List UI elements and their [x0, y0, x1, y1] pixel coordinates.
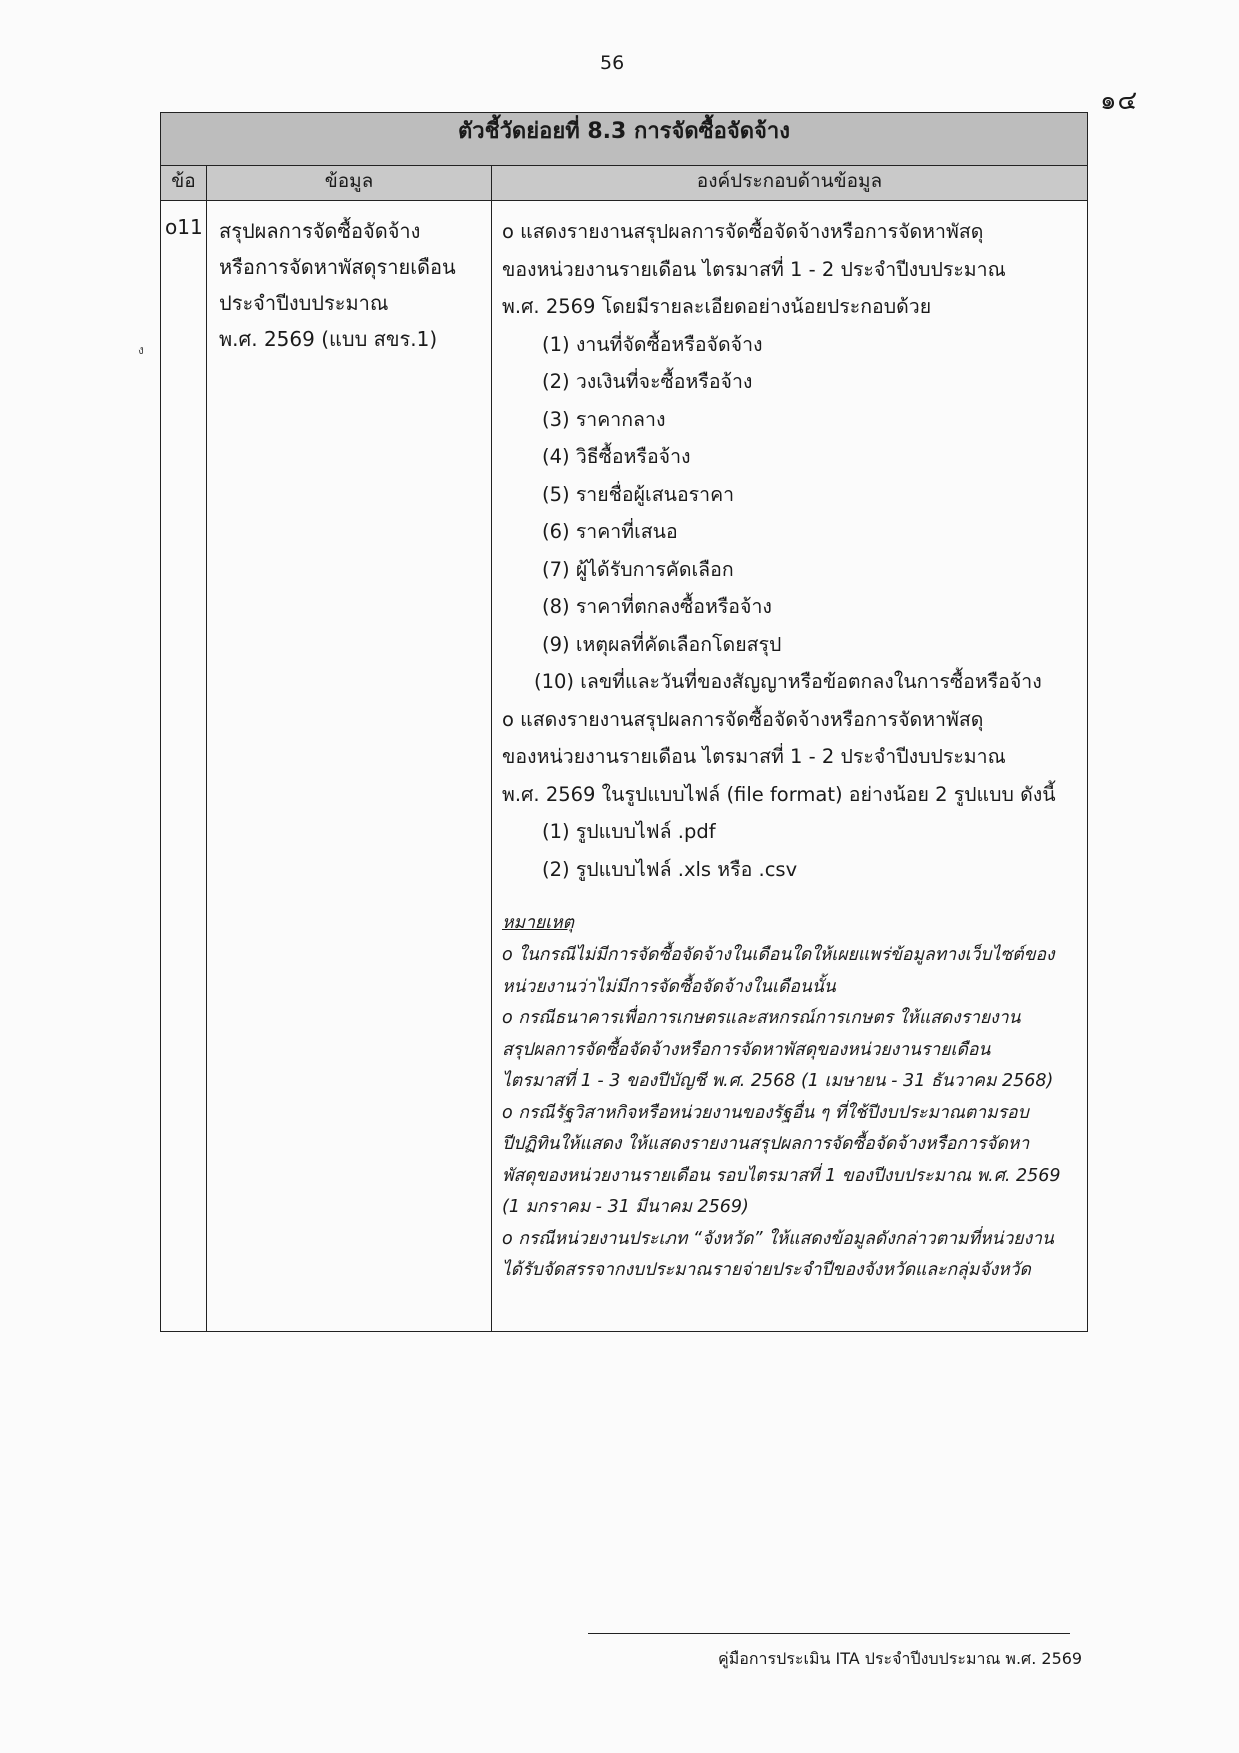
remarks-block [502, 906, 1081, 1287]
element-line: (2) รูปแบบไฟล์ .xls หรือ .csv [542, 857, 798, 881]
remark-line: ปีปฏิทินให้แสดง ให้แสดงรายงานสรุปผลการจัดซื้อจัดจ้างหรือการจัดหา [502, 1134, 1030, 1154]
header-number: ข้อ [161, 166, 207, 201]
footer-divider [588, 1633, 1070, 1634]
element-line: (9) เหตุผลที่คัดเลือกโดยสรุป [542, 632, 782, 656]
row-elements [492, 201, 1088, 1332]
table-header-row [161, 166, 1088, 201]
remark-line: o ในกรณีไม่มีการจัดซื้อจัดจ้างในเดือนใดให้เผยแพร่ข้อมูลทางเว็บไซต์ของ [502, 945, 1055, 965]
element-line: (4) วิธีซื้อหรือจ้าง [542, 445, 691, 468]
remarks-list [502, 940, 1081, 1287]
remark-line: หน่วยงานว่าไม่มีการจัดซื้อจัดจ้างในเดือนนั้น [502, 976, 836, 997]
remark-line: o กรณีรัฐวิสาหกิจหรือหน่วยงานของรัฐอื่น ๆ ที่ใช้ปีงบประมาณตามรอบ [502, 1102, 1029, 1123]
element-line: ของหน่วยงานรายเดือน ไตรมาสที่ 1 - 2 ประจำปีงบประมาณ [502, 745, 1006, 768]
elements-list [502, 213, 1081, 888]
table-title: ตัวชี้วัดย่อยที่ 8.3 การจัดซื้อจัดจ้าง [161, 113, 1088, 166]
element-line: (10) เลขที่และวันที่ของสัญญาหรือข้อตกลงในการซื้อหรือจ้าง [534, 670, 1042, 693]
remark-line: o กรณีธนาคารเพื่อการเกษตรและสหกรณ์การเกษตร ให้แสดงรายงาน [502, 1008, 1021, 1028]
remark-line: o กรณีหน่วยงานประเภท “จังหวัด” ให้แสดงข้อมูลดังกล่าวตามที่หน่วยงาน [502, 1228, 1054, 1249]
element-line: (6) ราคาที่เสนอ [542, 520, 678, 543]
info-line: สรุปผลการจัดซื้อจัดจ้าง [219, 219, 421, 243]
margin-mark: ง [138, 343, 144, 357]
element-line: (7) ผู้ได้รับการคัดเลือก [542, 557, 734, 581]
element-line: ของหน่วยงานรายเดือน ไตรมาสที่ 1 - 2 ประจำปีงบประมาณ [502, 257, 1006, 281]
page-number: 56 [600, 52, 625, 74]
remark-line: พัสดุของหน่วยงานรายเดือน รอบไตรมาสที่ 1 ของปีงบประมาณ พ.ศ. 2569 [502, 1165, 1061, 1186]
header-elements: องค์ประกอบด้านข้อมูล [492, 166, 1088, 201]
element-line: (3) ราคากลาง [542, 407, 666, 431]
element-line: (8) ราคาที่ตกลงซื้อหรือจ้าง [542, 595, 772, 618]
table-title-row [161, 113, 1088, 166]
element-line: (1) งานที่จัดซื้อหรือจัดจ้าง [542, 332, 763, 356]
element-line: (2) วงเงินที่จะซื้อหรือจ้าง [542, 370, 753, 393]
remark-line: ไตรมาสที่ 1 - 3 ของปีบัญชี พ.ศ. 2568 (1 เมษายน - 31 ธันวาคม 2568) [502, 1071, 1054, 1091]
indicator-table [160, 112, 1088, 1332]
element-line: (1) รูปแบบไฟล์ .pdf [542, 820, 716, 843]
info-line: หรือการจัดหาพัสดุรายเดือน [219, 255, 456, 279]
element-line: พ.ศ. 2569 โดยมีรายละเอียดอย่างน้อยประกอบด้วย [502, 295, 932, 318]
header-info: ข้อมูล [207, 166, 492, 201]
remark-line: (1 มกราคม - 31 มีนาคม 2569) [502, 1197, 749, 1217]
element-line: o แสดงรายงานสรุปผลการจัดซื้อจัดจ้างหรือการจัดหาพัสดุ [502, 220, 984, 243]
thai-page-number: ๑๔ [1100, 86, 1139, 116]
table-row [161, 201, 1088, 1332]
row-number: o11 [161, 201, 207, 1332]
info-line: พ.ศ. 2569 (แบบ สขร.1) [219, 327, 438, 351]
element-line: o แสดงรายงานสรุปผลการจัดซื้อจัดจ้างหรือการจัดหาพัสดุ [502, 707, 984, 731]
row-info [207, 201, 492, 1332]
element-line: พ.ศ. 2569 ในรูปแบบไฟล์ (file format) อย่างน้อย 2 รูปแบบ ดังนี้ [502, 782, 1056, 806]
remarks-title: หมายเหตุ [502, 913, 575, 933]
element-line: (5) รายชื่อผู้เสนอราคา [542, 482, 735, 506]
footer-text: คู่มือการประเมิน ITA ประจำปีงบประมาณ พ.ศ. 2569 [718, 1649, 1083, 1668]
remark-line: ได้รับจัดสรรจากงบประมาณรายจ่ายประจำปีของจังหวัดและกลุ่มจังหวัด [502, 1260, 1031, 1280]
info-line: ประจำปีงบประมาณ [219, 291, 389, 315]
remark-line: สรุปผลการจัดซื้อจัดจ้างหรือการจัดหาพัสดุของหน่วยงานรายเดือน [502, 1039, 991, 1060]
